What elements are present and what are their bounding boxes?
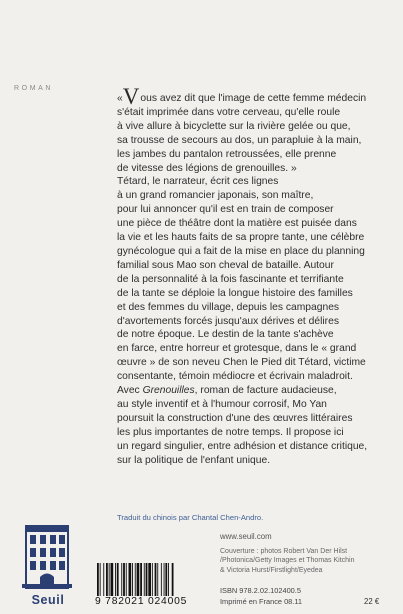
back-cover-blurb [117,84,397,467]
book-title: Grenouilles [142,385,195,397]
isbn: ISBN 978.2.02.102400.5 [220,586,301,595]
publisher-name: Seuil [31,593,65,607]
cover-photo-credits: Couverture : photos Robert Van Der Hilst /Photonica/Getty Images et Thomas Kitchin & Victoria Hurst/Firstlight/Eyedea [220,548,355,574]
opening-quote [117,84,397,175]
price: 22 € [364,597,380,606]
seuil-logo-tower-icon [18,522,76,590]
summary-paragraph [117,175,397,467]
open-quote-mark: « [117,93,123,104]
publisher-website: www.seuil.com [220,532,272,541]
summary-text-part1: Tétard, le narrateur, écrit ces lignes à un grand romancier japonais, son maître, pour lui annoncer qu'il est en train de composer une pièce de théâtre dont la matière est puisée dans la vie et les hauts faits de sa propre tante, une célèbre gynécologue qui a fait de la mise en place du planning familial sous Mao son cheval de bataille. Autour de la personnalité à la fois fascinante et terrifiante de la tante se déploie la longue histoire des familles et des femmes du village, depuis les campagnes d'avortements forcés jusqu'aux dérives et délires de notre époque. Le destin de la tante s'achève en farce, entre horreur et grotesque, dans le « grand œuvre » de son neveu Chen le Pied dit Tétard, victime consentante, témoin médiocre et écrivain maladroit. Avec [117,176,366,397]
summary-text-part2: , roman de facture audacieuse, au style inventif et à l'humour corrosif, Mo Yan poursuit la construction d'une des œuvres littéraires les plus importantes de notre temps. Il propose ici un regard singulier, entre adhésion et distance critique, sur la politique de l'enfant unique. [117,385,368,466]
translator-credit: Traduit du chinois par Chantal Chen-Andro. [117,513,264,522]
quote-text: ous avez dit que l'image de cette femme médecin s'était imprimée dans votre cerveau, qu'elle roule à vive allure à bicyclette sur la rivière gelée ou que, sa trousse de secours au dos, un parapluie à la main, les jambes du pantalon retroussées, elle prenne de vitesse des légions de grenouilles. » [117,93,367,174]
genre-label: ROMAN [14,85,54,92]
barcode-number: 9 782021 024005 [95,596,203,607]
printing-info: Imprimé en France 08.11 [220,597,303,606]
drop-cap-letter: V [122,84,140,109]
